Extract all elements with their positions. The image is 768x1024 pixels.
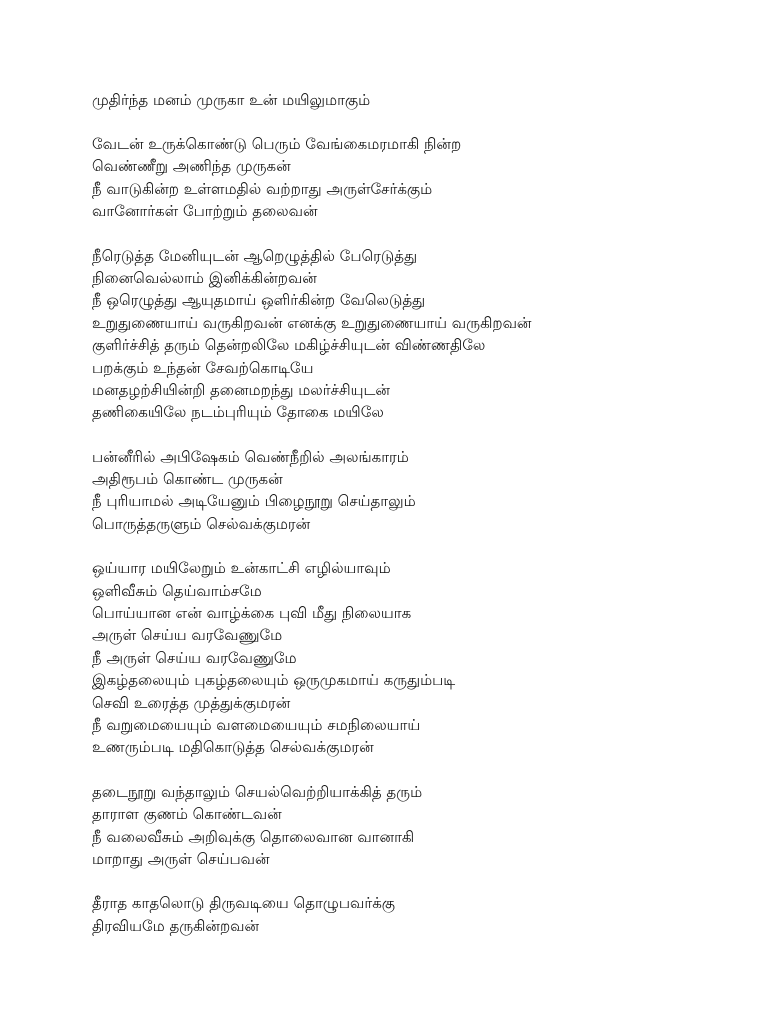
lyric-line: வேடன் உருக்கொண்டு பெரும் வேங்கைமரமாகி நின்ற [92,135,462,153]
lyric-line: பொருத்தருளும் செல்வக்குமரன் [92,514,311,533]
stanza-5 [92,781,732,871]
song-title: முதிர்ந்த மனம் முருகா உன் மயிலுமாகும் [92,91,371,109]
lyric-line: இகழ்தலையும் புகழ்தலையும் ஒருமுகமாய் கருதும்படி [92,671,456,690]
stanza-1 [92,133,732,223]
lyric-line: குளிர்ச்சித் தரும் தென்றலிலே மகிழ்ச்சியுடன் விண்ணதிலே [92,336,486,355]
lyric-line: நீரெடுத்த மேனியுடன் ஆறெழுத்தில் பேரெடுத்து [92,246,418,265]
stanza-2 [92,245,732,424]
lyric-line: உணரும்படி மதிகொடுத்த செல்வக்குமரன் [92,738,374,757]
stanza-3 [92,446,732,536]
lyric-line: தணிகையிலே நடம்புரியும் தோகை மயிலே [92,403,384,422]
lyric-line: பன்னீரில் அபிஷேகம் வெண்நீறில் அலங்காரம் [92,447,409,466]
lyric-line: அதிரூபம் கொண்ட முருகன் [92,470,283,489]
lyric-line: மனதழற்சியின்றி தனைமறந்து மலர்ச்சியுடன் [92,380,390,399]
lyric-line: ஒய்யார மயிலேறும் உன்காட்சி எழில்யாவும் [92,559,391,578]
lyric-line: நீ அருள் செய்ய வரவேணுமே [92,648,297,667]
lyric-line: நீ ஒரெழுத்து ஆயுதமாய் ஒளிர்கின்ற வேலெடுத்து [92,291,426,310]
lyric-line: ஒளிவீசும் தெய்வாம்சமே [92,581,262,600]
lyric-line: நீ வாடுகின்ற உள்ளமதில் வற்றாது அருள்சேர்க்கும் [92,179,433,198]
lyric-line: நீ வறுமையையும் வளமையையும் சமநிலையாய் [92,715,421,734]
stanza-6 [92,892,732,937]
stanza-4 [92,557,732,759]
lyric-line: நீ வலைவீசும் அறிவுக்கு தொலைவான வானாகி [92,827,415,846]
lyric-line: தடைநூறு வந்தாலும் செயல்வெற்றியாக்கித் தரும் [92,782,423,801]
lyric-line: நீ புரியாமல் அடியேனும் பிழைநூறு செய்தாலும் [92,492,416,511]
lyric-line: நினைவெல்லாம் இனிக்கின்றவன் [92,268,317,287]
lyric-line: தாராள குணம் கொண்டவன் [92,805,282,824]
lyric-line: தீராத காதலொடு திருவடியை தொழுபவர்க்கு [92,894,396,913]
lyrics-document [92,89,732,959]
lyric-line: வானோர்கள் போற்றும் தலைவன் [92,202,318,221]
lyric-line: செவி உரைத்த முத்துக்குமரன் [92,693,291,712]
lyric-line: வெண்ணீறு அணிந்த முருகன் [92,157,291,176]
lyric-line: உறுதுணையாய் வருகிறவன் எனக்கு உறுதுணையாய் வருகிறவன் [92,313,532,332]
lyric-line: பறக்கும் உந்தன் சேவற்கொடியே [92,358,314,377]
lyric-line: பொய்யான என் வாழ்க்கை புவி மீது நிலையாக [92,604,412,623]
lyric-line: அருள் செய்ய வரவேணுமே [92,626,283,645]
lyric-line: மாறாது அருள் செய்பவன் [92,849,270,868]
lyric-line: திரவியமே தருகின்றவன் [92,916,260,935]
